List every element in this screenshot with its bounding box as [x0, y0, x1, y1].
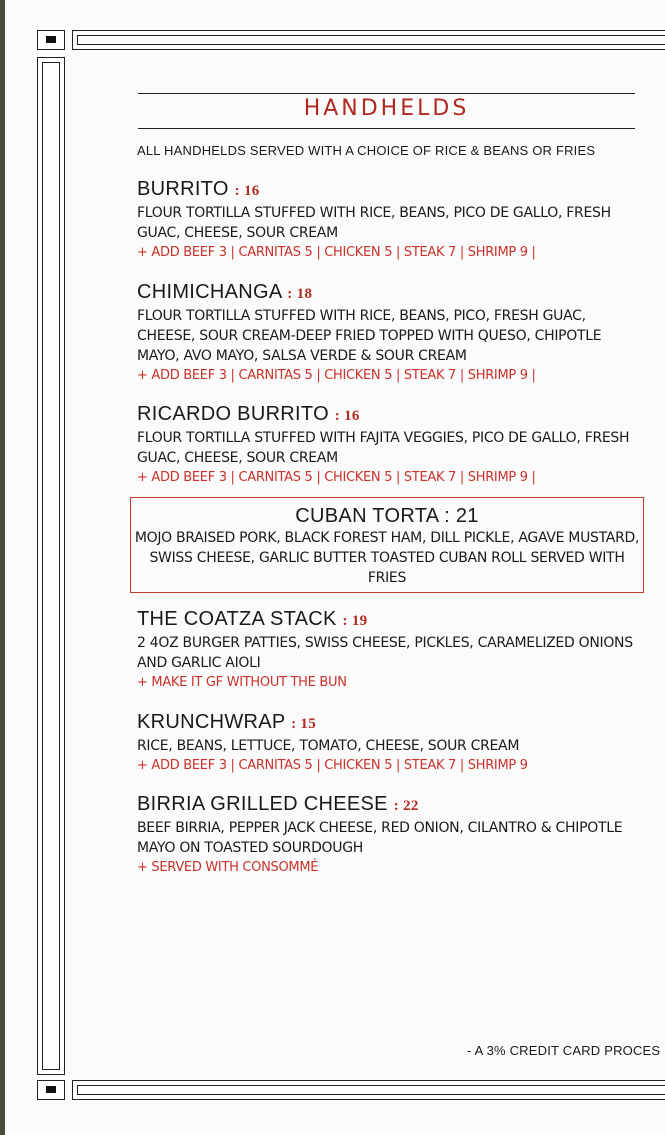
item-description: FLOUR TORTILLA STUFFED WITH RICE, BEANS, PICO, FRESH GUAC, CHEESE, SOUR CREAM-DEEP FRIED TOPPED WITH QUESO, CHIPOTLE MAYO, AVO MAYO, SALSA VERDE & SOUR CREAM — [137, 308, 602, 364]
item-price: : 16 — [234, 183, 260, 199]
footnote: - A 3% CREDIT CARD PROCES — [467, 1043, 661, 1058]
menu-item — [137, 607, 637, 693]
item-description: 2 4OZ BURGER PATTIES, SWISS CHEESE, PICKLES, CARAMELIZED ONIONS AND GARLIC AIOLI — [137, 635, 633, 671]
heading-rule-top — [138, 93, 635, 94]
section-intro: ALL HANDHELDS SERVED WITH A CHOICE OF RICE & BEANS OR FRIES — [137, 143, 596, 158]
featured-name: CUBAN TORTA — [295, 505, 439, 527]
item-price: : 19 — [342, 613, 368, 629]
item-price: : 22 — [393, 798, 419, 814]
item-name: BIRRIA GRILLED CHEESE — [137, 793, 388, 815]
item-addons: + ADD BEEF 3 | CARNITAS 5 | CHICKEN 5 | STEAK 7 | SHRIMP 9 | — [137, 470, 536, 485]
featured-description: MOJO BRAISED PORK, BLACK FOREST HAM, DILL PICKLE, AGAVE MUSTARD, SWISS CHEESE, GARLIC BUTTER TOASTED CUBAN ROLL SERVED WITH FRIES — [134, 530, 640, 586]
item-addons: + ADD BEEF 3 | CARNITAS 5 | CHICKEN 5 | STEAK 7 | SHRIMP 9 | — [137, 368, 536, 383]
item-price: : 16 — [334, 408, 360, 424]
item-description: FLOUR TORTILLA STUFFED WITH RICE, BEANS, PICO DE GALLO, FRESH GUAC, CHEESE, SOUR CREAM — [137, 205, 611, 241]
item-name: KRUNCHWRAP — [137, 711, 286, 733]
frame-corner-top — [37, 30, 65, 50]
menu-item — [137, 177, 637, 263]
item-addons: + MAKE IT GF WITHOUT THE BUN — [137, 675, 347, 690]
item-description: BEEF BIRRIA, PEPPER JACK CHEESE, RED ONION, CILANTRO & CHIPOTLE MAYO ON TOASTED SOURDOUGH — [137, 820, 623, 856]
item-description: RICE, BEANS, LETTUCE, TOMATO, CHEESE, SOUR CREAM — [137, 738, 520, 754]
menu-item — [137, 280, 637, 386]
frame-bottom-bar — [72, 1080, 665, 1100]
item-name: CHIMICHANGA — [137, 281, 282, 303]
featured-item — [130, 497, 644, 593]
heading-rule-bottom — [138, 128, 635, 129]
featured-price: : 21 — [444, 505, 479, 527]
item-name: RICARDO BURRITO — [137, 403, 329, 425]
item-addons: + ADD BEEF 3 | CARNITAS 5 | CHICKEN 5 | STEAK 7 | SHRIMP 9 — [137, 758, 528, 773]
item-description: FLOUR TORTILLA STUFFED WITH FAJITA VEGGIES, PICO DE GALLO, FRESH GUAC, CHEESE, SOUR CREAM — [137, 430, 630, 466]
item-price: : 18 — [287, 286, 313, 302]
item-name: THE COATZA STACK — [137, 608, 337, 630]
item-price: : 15 — [291, 716, 317, 732]
item-name: BURRITO — [137, 178, 229, 200]
section-title: HANDHELDS — [303, 96, 470, 121]
item-addons: + ADD BEEF 3 | CARNITAS 5 | CHICKEN 5 | STEAK 7 | SHRIMP 9 | — [137, 245, 536, 260]
menu-item — [137, 792, 637, 878]
frame-left-bar — [37, 57, 65, 1075]
menu-item — [137, 402, 637, 488]
frame-top-bar — [72, 30, 665, 50]
frame-corner-bottom — [37, 1080, 65, 1100]
menu-item — [137, 710, 637, 776]
item-addons: + SERVED WITH CONSOMMÉ — [137, 860, 319, 875]
